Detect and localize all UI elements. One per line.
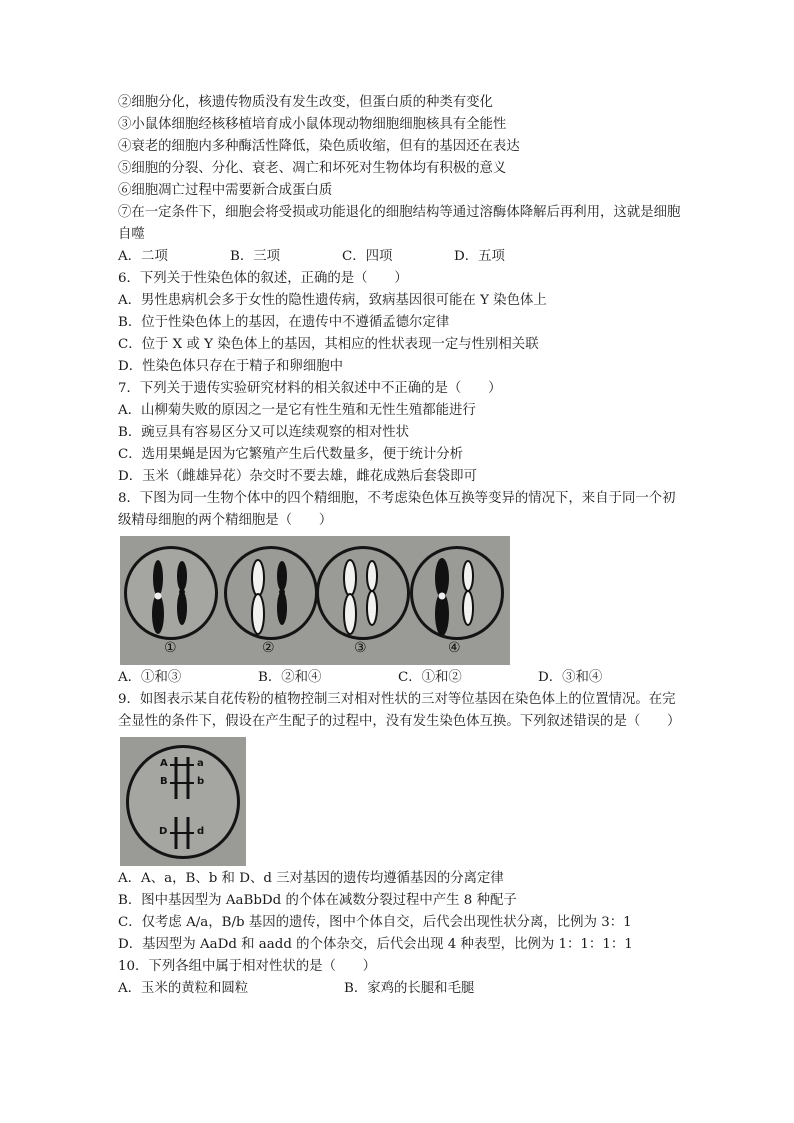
gene-label-b: b <box>197 776 205 787</box>
q5-option-d[interactable]: D．五项 <box>454 249 505 264</box>
q9-option-a[interactable]: A．A、a，B、b 和 D、d 三对基因的遗传均遵循基因的分离定律 <box>118 871 504 886</box>
q5-option-a[interactable]: A．二项 <box>118 249 168 264</box>
figure-label-3: ③ <box>354 640 367 656</box>
statement-4: ④衰老的细胞内多种酶活性降低，染色质收缩，但有的基因还在表达 <box>118 139 520 154</box>
statement-7: ⑦在一定条件下，细胞会将受损或功能退化的细胞结构等通过溶酶体降解后再利用，这就是细胞自噬 <box>118 205 681 242</box>
statement-5: ⑤细胞的分裂、分化、衰老、凋亡和坏死对生物体均有积极的意义 <box>118 161 507 176</box>
q5-option-c[interactable]: C．四项 <box>342 249 393 264</box>
exam-page <box>118 92 688 1000</box>
cell-1-chromosomes <box>152 560 187 634</box>
cell-4 <box>410 546 504 640</box>
q10-option-b[interactable]: B．家鸡的长腿和毛腿 <box>344 981 475 996</box>
gene-label-D: D <box>159 826 168 837</box>
q8-option-c[interactable]: C．①和② <box>398 670 462 685</box>
q7-option-c[interactable]: C．选用果蝇是因为它繁殖产生后代数量多，便于统计分析 <box>118 447 464 462</box>
q9-stem: 9．如图表示某自花传粉的植物控制三对相对性状的三对等位基因在染色体上的位置情况。在完全显性的条件下，假设在产生配子的过程中，没有发生染色体互换。下列叙述错误的是（ ） <box>118 692 681 729</box>
statement-3: ③小鼠体细胞经核移植培育成小鼠体现动物细胞细胞核具有全能性 <box>118 117 507 132</box>
figure-label-1: ① <box>164 640 177 656</box>
q8-option-b[interactable]: B．②和④ <box>258 670 322 685</box>
cell-2 <box>224 546 318 640</box>
statement-6: ⑥细胞凋亡过程中需要新合成蛋白质 <box>118 183 333 198</box>
q6-option-a[interactable]: A．男性患病机会多于女性的隐性遗传病，致病基因很可能在 Y 染色体上 <box>118 293 547 308</box>
figure-label-4: ④ <box>448 640 461 656</box>
q10-option-a[interactable]: A．玉米的黄粒和圆粒 <box>118 981 249 996</box>
chromosome-lines <box>120 737 246 866</box>
q7-option-d[interactable]: D．玉米（雌雄异花）杂交时不要去雄，雌花成熟后套袋即可 <box>118 469 477 484</box>
gene-position-figure <box>120 737 246 866</box>
q7-option-a[interactable]: A．山柳菊失败的原因之一是它有性生殖和无性生殖都能进行 <box>118 403 476 418</box>
statement-2: ②细胞分化，核遗传物质没有发生改变，但蛋白质的种类有变化 <box>118 95 493 110</box>
q5-option-b[interactable]: B．三项 <box>230 249 281 264</box>
q8-option-a[interactable]: A．①和③ <box>118 670 182 685</box>
q10-stem: 10．下列各组中属于相对性状的是（ ） <box>118 959 377 974</box>
gene-label-a: a <box>197 758 204 769</box>
q6-option-d[interactable]: D．性染色体只存在于精子和卵细胞中 <box>118 359 343 374</box>
q9-option-c[interactable]: C．仅考虑 A/a，B/b 基因的遗传，图中个体自交，后代会出现性状分离，比例为 3：1 <box>118 915 632 930</box>
q7-stem: 7．下列关于遗传实验研究材料的相关叙述中不正确的是（ ） <box>118 381 502 396</box>
q7-option-b[interactable]: B．豌豆具有容易区分又可以连续观察的相对性状 <box>118 425 410 440</box>
q5-options <box>118 246 688 268</box>
q6-stem: 6．下列关于性染色体的叙述，正确的是（ ） <box>118 271 408 286</box>
gene-label-A: A <box>160 758 168 769</box>
cell-3 <box>316 546 410 640</box>
figure-label-2: ② <box>262 640 275 656</box>
q8-option-d[interactable]: D．③和④ <box>538 670 603 685</box>
q9-option-d[interactable]: D．基因型为 AaDd 和 aadd 的个体杂交，后代会出现 4 种表型，比例为 1：1：1：1 <box>118 937 633 952</box>
q8-options <box>118 667 688 689</box>
gene-label-d: d <box>197 826 205 837</box>
q6-option-b[interactable]: B．位于性染色体上的基因，在遗传中不遵循孟德尔定律 <box>118 315 450 330</box>
sperm-cells-figure <box>120 536 510 665</box>
q10-options <box>118 978 688 1000</box>
q9-option-b[interactable]: B．图中基因型为 AaBbDd 的个体在减数分裂过程中产生 8 种配子 <box>118 893 517 908</box>
gene-label-B: B <box>160 776 168 787</box>
q8-stem: 8．下图为同一生物个体中的四个精细胞，不考虑染色体互换等变异的情况下，来自于同一个初级精母细胞的两个精细胞是（ ） <box>118 491 676 528</box>
q6-option-c[interactable]: C．位于 X 或 Y 染色体上的基因，其相应的性状表现一定与性别相关联 <box>118 337 539 352</box>
